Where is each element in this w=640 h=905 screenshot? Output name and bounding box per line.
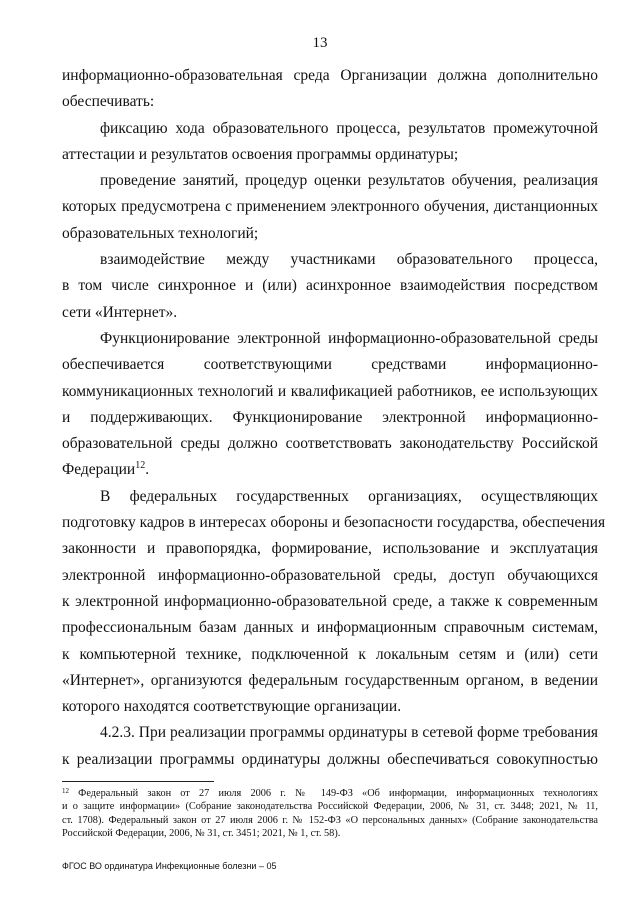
text-line: подготовку кадров в интересах обороны и безопасности государства, обеспечения	[62, 514, 606, 532]
text-line: «Интернет», организуются федеральным государственным органом, в ведении	[62, 671, 598, 689]
page-footer: ФГОС ВО ординатура Инфекционные болезни – 05	[62, 861, 277, 871]
text-line: образовательной среды должно соответствовать законодательству Российской	[62, 435, 598, 453]
text-line: В федеральных государственных организациях, осуществляющих	[100, 487, 598, 505]
text-line: Функционирование электронной информационно-образовательной среды	[100, 329, 598, 347]
text-line: сети «Интернет».	[62, 303, 178, 321]
text-line: электронной информационно-образовательной среды, доступ обучающихся	[62, 566, 598, 584]
text-line: профессиональным базам данных и информационным справочным системам,	[62, 619, 598, 637]
text-line: обеспечивать:	[62, 93, 155, 111]
footnote-line: и о защите информации» (Собрание законодательства Российской Федерации, 2006, № 31, ст. 3448; 2021, № 11,	[62, 801, 598, 813]
text-line: 4.2.3. При реализации программы ординатуры в сетевой форме требования	[100, 724, 598, 742]
text-fragment: .	[145, 461, 150, 479]
text-line	[62, 457, 598, 483]
text-line: фиксацию хода образовательного процесса, результатов промежуточной	[100, 119, 598, 137]
footnote-divider	[62, 781, 214, 782]
text-line: которых предусмотрена с применением электронного обучения, дистанционных	[62, 198, 598, 216]
body-text	[62, 63, 606, 773]
text-line: к реализации программы ординатуры должны обеспечиваться совокупностью	[62, 750, 598, 768]
footnote-line: ст. 1708). Федеральный закон от 27 июля 2006 г. № 152-ФЗ «О персональных данных» (Собрание законодательства	[62, 814, 598, 826]
text-line: коммуникационных технологий и квалификацией работников, ее использующих	[62, 382, 598, 400]
text-line: информационно-образовательная среда Организации должна дополнительно	[62, 67, 598, 84]
page-number: 13	[312, 35, 328, 51]
text-fragment: Федеральный закон от 27 июля 2006 г. № 149-ФЗ «Об информации, информационных технологиях	[69, 788, 598, 799]
text-line: которого находятся соответствующие организации.	[62, 698, 402, 716]
footnote-ref[interactable]: 12	[135, 460, 146, 472]
text-line: проведение занятий, процедур оценки результатов обучения, реализация	[100, 172, 598, 190]
text-line: взаимодействие между участниками образовательного процесса,	[100, 251, 598, 269]
text-line: образовательных технологий;	[62, 224, 259, 242]
text-line: и поддерживающих. Функционирование электронной информационно-	[62, 408, 598, 426]
text-line: обеспечивается соответствующими средствами информационно-	[62, 356, 598, 374]
text-line: в том числе синхронное и (или) асинхронное взаимодействия посредством	[62, 277, 598, 295]
text-line: аттестации и результатов освоения программы ординатуры;	[62, 145, 459, 163]
text-fragment: Федерации	[62, 461, 136, 479]
text-line: к электронной информационно-образовательной среде, а также к современным	[62, 592, 598, 610]
footnote-number: 12	[62, 787, 69, 795]
footnote	[62, 787, 598, 841]
footnote-line	[62, 787, 598, 800]
footnote-line: Российской Федерации, 2006, № 31, ст. 3451; 2021, № 1, ст. 58).	[62, 828, 341, 840]
text-line: законности и правопорядка, формирование, использование и эксплуатация	[62, 540, 598, 558]
text-line: к компьютерной технике, подключенной к локальным сетям и (или) сети	[62, 645, 598, 663]
